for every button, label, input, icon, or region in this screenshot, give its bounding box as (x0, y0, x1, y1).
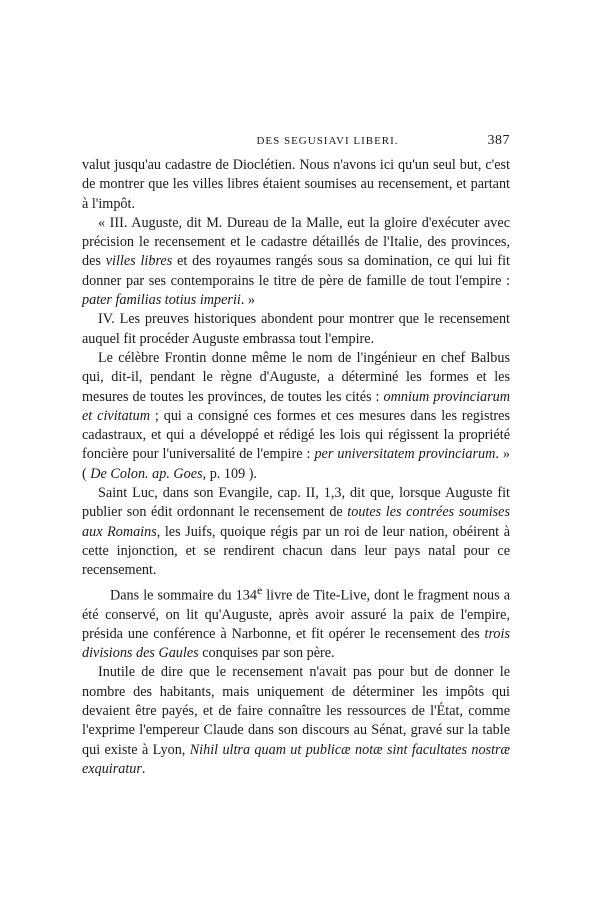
paragraph-1-text: valut jusqu'au cadastre de Dioclétien. Nous n'avons ici qu'un seul but, c'est de montrer que les villes libres étaient soumises au recensement, et partant à l'impôt. (82, 157, 510, 212)
p5-text-c: , les Juifs, quoique régis par un roi de leur nation, obéirent à cette injonction, et se rendirent chacun dans leur pays natal pour ce recensement. (82, 523, 510, 579)
p7-italic-b: Nihil ultra quam ut publicæ notæ sint facultates nostræ exquiratur (82, 741, 510, 777)
body-text (82, 156, 510, 779)
p6-text-a: Dans le sommaire du 134 (110, 587, 257, 604)
running-head (145, 135, 510, 153)
p4-italic-b: omnium provinciarum et civitatum (82, 388, 510, 424)
paragraph-5 (82, 484, 510, 580)
p6-text-b: livre de Tite-Live, dont le fragment nous a été conservé, on lit qu'Auguste, après avoir assuré la paix de l'empire, présida une conférence à Narbonne, et fit opérer le recensement des (82, 587, 510, 642)
p2-text-a: « III. Auguste, dit M. Dureau de la Malle, eut la gloire d'exécuter avec précision le recensement et le cadastre détaillés de l'Italie, des provinces, des (82, 214, 510, 270)
p4-italic-d: per universitatem provinciarum (314, 446, 496, 463)
paragraph-3 (82, 310, 510, 349)
p4-text-g: , p. 109 ). (202, 465, 257, 482)
p5-text-a: Saint Luc, dans son Evangile, cap. II, 1,3, dit que, lorsque Auguste fit publier son édit ordonnant le recensement de (82, 485, 510, 521)
paragraph-1 (82, 156, 510, 214)
paragraph-6 (82, 581, 510, 664)
paragraph-2 (82, 214, 510, 310)
running-title: DES SEGUSIAVI LIBERI. (256, 135, 399, 147)
p6-italic-c: trois divisions des Gaules (82, 625, 510, 662)
p2-italic-d: pater familias totius imperii (82, 292, 241, 309)
paragraph-7 (82, 663, 510, 779)
p4-text-c: ; qui a consigné ces formes et ces mesures dans les registres cadastraux, et qui a développé et rédigé les lois qui régissent la propriété foncière pour l'universalité de l'empire : (82, 407, 510, 463)
p4-text-e: . » ( (82, 446, 510, 482)
p5-italic-b: toutes les contrées soumises aux Romains (82, 504, 510, 540)
p2-text-c: et des royaumes rangés sous sa domination, ce qui lui fit donner par ses contemporains le titre de père de famille de tout l'empire : (82, 253, 510, 289)
p2-text-e: . » (240, 292, 256, 309)
p6-superscript: e (256, 582, 263, 597)
p4-text-a: Le célèbre Frontin donne même le nom de l'ingénieur en chef Balbus qui, dit-il, pendant le règne d'Auguste, a déterminé les formes et les mesures de toutes les provinces, de toutes les cités : (82, 349, 510, 405)
paragraph-3-text: IV. Les preuves historiques abondent pour montrer que le recensement auquel fit procéder Auguste embrassa tout l'empire. (82, 311, 510, 347)
p4-italic-f: De Colon. ap. Goes (90, 465, 203, 482)
p2-italic-b: villes libres (105, 253, 173, 270)
p7-text-a: Inutile de dire que le recensement n'avait pas pour but de donner le nombre des habitants, mais uniquement de déterminer les impôts qui devaient être payés, et de faire connaître les ressources de l'État, comme l'exprime l'empereur Claude dans son discours au Sénat, gravé sur la table qui existe à Lyon, (82, 664, 510, 758)
p6-text-d: conquises par son père. (198, 645, 335, 662)
paragraph-4 (82, 349, 510, 484)
page-number: 387 (487, 133, 510, 148)
p7-text-c: . (141, 760, 146, 777)
